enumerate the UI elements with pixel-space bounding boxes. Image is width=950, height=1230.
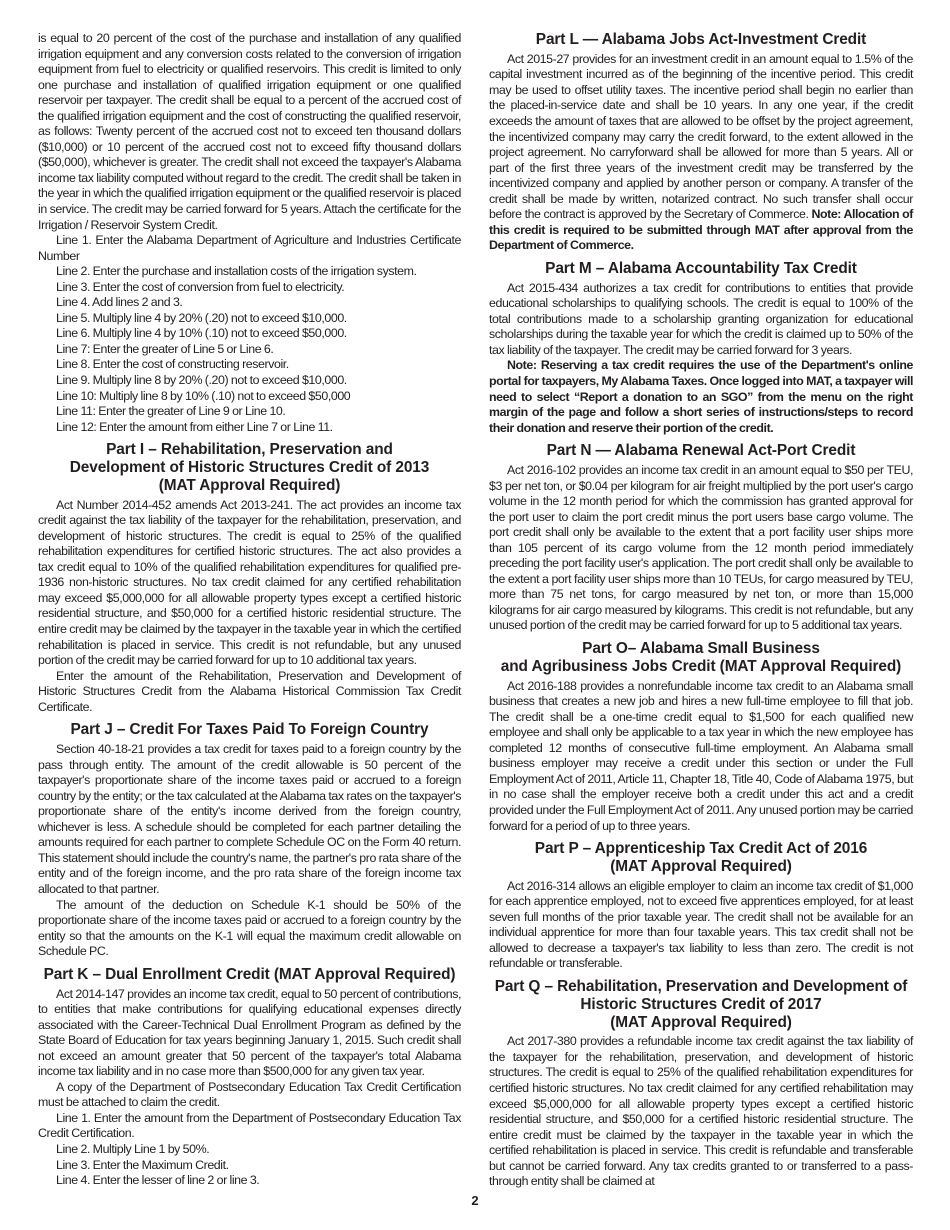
part-q-paragraph: Act 2017-380 provides a refundable income tax credit against the tax liability of the taxpayer for the rehabilitation, preservation, and development of historic structures. The credit is equal to 25% of the qualified rehabilitation expenditures for certified historic structures. No tax credit claimed for any certified rehabilitation may exceed $5,000,000 for all allowable property types except a certified historic residential structure, and $50,000 for a certified historic residential structure. The entire credit must be claimed by the taxpayer in the taxable year in which the certified rehabilitation is placed in service. This credit is refundable and transferable but cannot be carried forward. Any tax credits granted to or transferred to a pass-through entity shall be claimed at — [489, 1034, 913, 1189]
part-p-paragraph: Act 2016-314 allows an eligible employer to claim an income tax credit of $1,000 for each apprentice employed, not to exceed five apprentices employed, for at least seven full months of the prior taxable year. The credit shall not be available for an individual apprentice for more than four taxable years. This tax credit shall not be allowed to decrease a taxpayer's tax liability to less than zero. The credit is not refundable or transferable. — [489, 878, 913, 971]
part-k-heading: Part K – Dual Enrollment Credit (MAT Approval Required) — [43, 965, 456, 983]
part-p-heading-line: Part P – Apprenticeship Tax Credit Act of 2016 — [534, 840, 868, 858]
irrigation-line: Line 10: Multiply line 8 by 10% (.10) not to exceed $50,000 — [56, 388, 351, 403]
irrigation-line: Line 8. Enter the cost of constructing reservoir. — [56, 357, 289, 372]
part-q-heading — [489, 978, 913, 1031]
part-m-heading: Part M – Alabama Accountability Tax Credit — [545, 259, 857, 277]
part-p-heading — [489, 840, 913, 876]
irrigation-line: Line 3. Enter the cost of conversion from fuel to electricity. — [56, 279, 345, 294]
part-m-paragraph: Act 2015-434 authorizes a tax credit for contributions to entities that provide educational scholarships to qualifying schools. The credit is equal to 100% of the total contributions made to a scholarship granting organization for educational scholarships during the taxable year for which the credit is claimed up to 50% of the tax liability of the taxpayer. The credit may be carried forward for 3 years. — [489, 280, 913, 357]
part-i-paragraph: Act Number 2014-452 amends Act 2013-241. The act provides an income tax credit against the tax liability of the taxpayer for the rehabilitation, preservation, and development of historic structures. The credit is equal to 25% of the qualified rehabilitation expenditures for certified historic structures. The act also provides a tax credit equal to 10% of the qualified rehabilitation expenditures for qualified pre-1936 non-historic structures. No tax credit claimed for any certified rehabilitation may exceed $5,000,000 for all allowable property types except a certified historic residential structure, and $50,000 for a certified historic residential structure. The entire credit may be claimed by the taxpayer in the taxable year in which the certified rehabilitation is placed in service. This credit is not refundable, but any unused portion of the credit may be carried forward for up to 10 additional tax years. — [38, 497, 461, 668]
part-k-line: Line 2. Multiply Line 1 by 50%. — [56, 1141, 210, 1156]
part-n-heading: Part N — Alabama Renewal Act-Port Credit — [546, 442, 856, 460]
part-i-heading-line: (MAT Approval Required) — [158, 476, 341, 494]
part-o-heading-line: and Agribusiness Jobs Credit (MAT Approval Required) — [500, 657, 902, 675]
part-j-heading: Part J – Credit For Taxes Paid To Foreign Country — [70, 721, 429, 739]
part-l-note: Note: Allocation of this credit is required to be submitted through MAT after approval from the Department of Commerce. — [489, 207, 913, 253]
irrigation-line: Line 6. Multiply line 4 by 10% (.10) not to exceed $50,000. — [56, 326, 347, 341]
part-q-heading-line: Historic Structures Credit of 2017 — [580, 995, 822, 1013]
irrigation-line: Line 9. Multiply line 8 by 20% (.20) not to exceed $10,000. — [56, 373, 347, 388]
part-q-heading-line: Part Q – Rehabilitation, Preservation and Development of — [494, 977, 908, 995]
part-m-note: Note: Reserving a tax credit requires the use of the Department's online portal for taxpayers, My Alabama Taxes. Once logged into MAT, a taxpayer will need to select “Report a donation to an SGO” from the menu on the right margin of the page and follow a short series of instructions/steps to record their donation and reserve their portion of the credit. — [489, 358, 913, 435]
part-i-heading-line: Development of Historic Structures Credit of 2013 — [69, 459, 430, 477]
left-column — [38, 31, 461, 1189]
part-j-paragraph: Section 40-18-21 provides a tax credit for taxes paid to a foreign country by the pass through entity. The amount of the credit allowable is 50 percent of the taxpayer's proportionate share of the income taxes paid or accrued to a foreign country by the entity; or the tax calculated at the Alabama tax rates on the taxpayer's proportionate share of the entity's income derived from the foreign country, whichever is less. A schedule should be completed for each partner detailing the amounts required for each partner to complete Schedule OC on the Form 40 return. This statement should include the country's name, the partner's pro rata share of the entity and of the foreign income, and the pro rata share of the foreign income tax allocated to that partner. — [38, 742, 461, 896]
irrigation-line-list — [38, 233, 461, 435]
part-k-paragraph: Act 2014-147 provides an income tax credit, equal to 50 percent of contributions, to entities that make contributions for qualifying educational expenses directly associated with the Career-Technical Dual Enrollment Program as defined by the State Board of Education for tax years beginning January 1, 2015. Such credit shall not exceed an amount greater that 50 percent of the taxpayer's total Alabama income tax liability and in no case more than $500,000 for any given tax year. — [38, 986, 461, 1079]
irrigation-line: Line 2. Enter the purchase and installation costs of the irrigation system. — [56, 264, 417, 279]
page-number: 2 — [471, 1193, 479, 1208]
part-o-heading — [489, 640, 913, 676]
irrigation-line: Line 4. Add lines 2 and 3. — [56, 295, 183, 310]
part-k-line: Line 4. Enter the lesser of line 2 or line 3. — [56, 1173, 260, 1188]
part-q-heading-line: (MAT Approval Required) — [610, 1013, 792, 1031]
part-i-heading-line: Part I – Rehabilitation, Preservation and — [106, 441, 393, 459]
part-k-line: Line 3. Enter the Maximum Credit. — [56, 1157, 229, 1172]
part-o-paragraph: Act 2016-188 provides a nonrefundable income tax credit to an Alabama small business that creates a new job and hires a new full-time employee to fill that job. The credit shall be a one-time credit equal to $1,500 for each qualified new employee and shall only be applicable to a tax year in which the new employee has completed 12 months of consecutive full-time employment. An Alabama small business employer may receive a credit under this section or under the Full Employment Act of 2011, Article 11, Chapter 18, Title 40, Code of Alabama 1975, but in no case shall the employer receive both a credit under this act and a credit provided under the Full Employment Act of 2011. Any unused portion may be carried forward for a period of up to three years. — [489, 678, 914, 833]
part-l-body: Act 2015-27 provides for an investment credit in an amount equal to 1.5% of the capital investment incurred as of the beginning of the incentive period. This credit may be used to offset utility taxes. The incentive period shall begin no earlier than the placed-in-service date and shall be 10 years. In any one year, if the credit exceeds the amount of taxes that are allowed to be offset by the project agreement, the incentivized company may carry the credit forward, to the extent allowed in the project agreement. No carryforward shall be allowed for more than 5 years. All or part of the first three years of the investment credit may be transferred by the incentivized company and applied by another person or company. A transfer of the credit shall be made by written, notarized contract. No such transfer shall occur before the contract is approved by the Secretary of Commerce. — [489, 51, 913, 222]
irrigation-line: Line 12: Enter the amount from either Line 7 or Line 11. — [56, 419, 333, 434]
part-o-heading-line: Part O– Alabama Small Business — [582, 639, 820, 657]
irrigation-line: Line 1. Enter the Alabama Department of Agriculture and Industries Certificate Number — [38, 233, 461, 263]
part-i-paragraph: Enter the amount of the Rehabilitation, Preservation and Development of Historic Structures Credit from the Alabama Historical Commission Tax Credit Certificate. — [38, 668, 461, 714]
irrigation-credit-paragraph: is equal to 20 percent of the cost of the purchase and installation of any qualified irrigation equipment and any conversion costs related to the conversion of irrigation equipment from fuel to electricity or qualified reservoirs. This credit is limited to only one purchase and installation of qualified irrigation equipment or one qualified reservoir per taxpayer. The credit shall be equal to a percent of the accrued cost of the qualified irrigation equipment and the cost of constructing the qualified reservoir, as follows: Twenty percent of the accrued cost not to exceed ten thousand dollars ($10,000) or 10 percent of the accrued cost not to exceed fifty thousand dollars ($50,000), whichever is greater. The credit shall not exceed the taxpayer's Alabama income tax liability computed without regard to the credit. The credit shall be taken in the year in which the qualified irrigation equipment or the qualified reservoir is placed in service. The credit may be carried forward for 5 years. Attach the certificate for the Irrigation / Reservoir System Credit. — [38, 31, 461, 232]
part-l-paragraph — [489, 52, 913, 254]
right-column — [489, 31, 913, 1190]
part-k-paragraph: A copy of the Department of Postsecondary Education Tax Credit Certification must be attached to claim the credit. — [38, 1079, 461, 1110]
part-p-heading-line: (MAT Approval Required) — [610, 857, 792, 875]
part-i-heading — [38, 441, 461, 494]
irrigation-line: Line 7: Enter the greater of Line 5 or Line 6. — [56, 341, 274, 356]
irrigation-line: Line 11: Enter the greater of Line 9 or Line 10. — [56, 404, 286, 419]
part-n-paragraph: Act 2016-102 provides an income tax credit in an amount equal to $50 per TEU, $3 per net ton, or $0.04 per kilogram for air freight multiplied by the port user's cargo volume in the 12 month period for which the commission has granted approval for the port user to claim the port credit minus the port users base cargo volume. The port credit shall only be available to the extent that a port facility user ships more than 105 percent of its cargo volume from the 12 month period immediately preceding the port facility user's application. The port credit shall only be available to the extent a port facility user ships more than 10 TEUs, for cargo measured by TEU, more than 75 net tons, for cargo measured by net ton, or more than 15,000 kilograms for air cargo measured by kilograms. This credit is not refundable, but any unused portion of the credit may be carried forward for up to 5 additional tax years. — [489, 462, 913, 633]
irrigation-line: Line 5. Multiply line 4 by 20% (.20) not to exceed $10,000. — [56, 310, 347, 325]
part-j-paragraph: The amount of the deduction on Schedule K-1 should be 50% of the proportionate share of the income taxes paid or accrued to a foreign country by the entity so that the amounts on the K-1 will equal the maximum credit allowable on Schedule PC. — [38, 897, 461, 959]
part-l-heading: Part L — Alabama Jobs Act-Investment Credit — [535, 31, 867, 48]
part-k-line: Line 1. Enter the amount from the Department of Postsecondary Education Tax Credit Certification. — [38, 1110, 461, 1141]
